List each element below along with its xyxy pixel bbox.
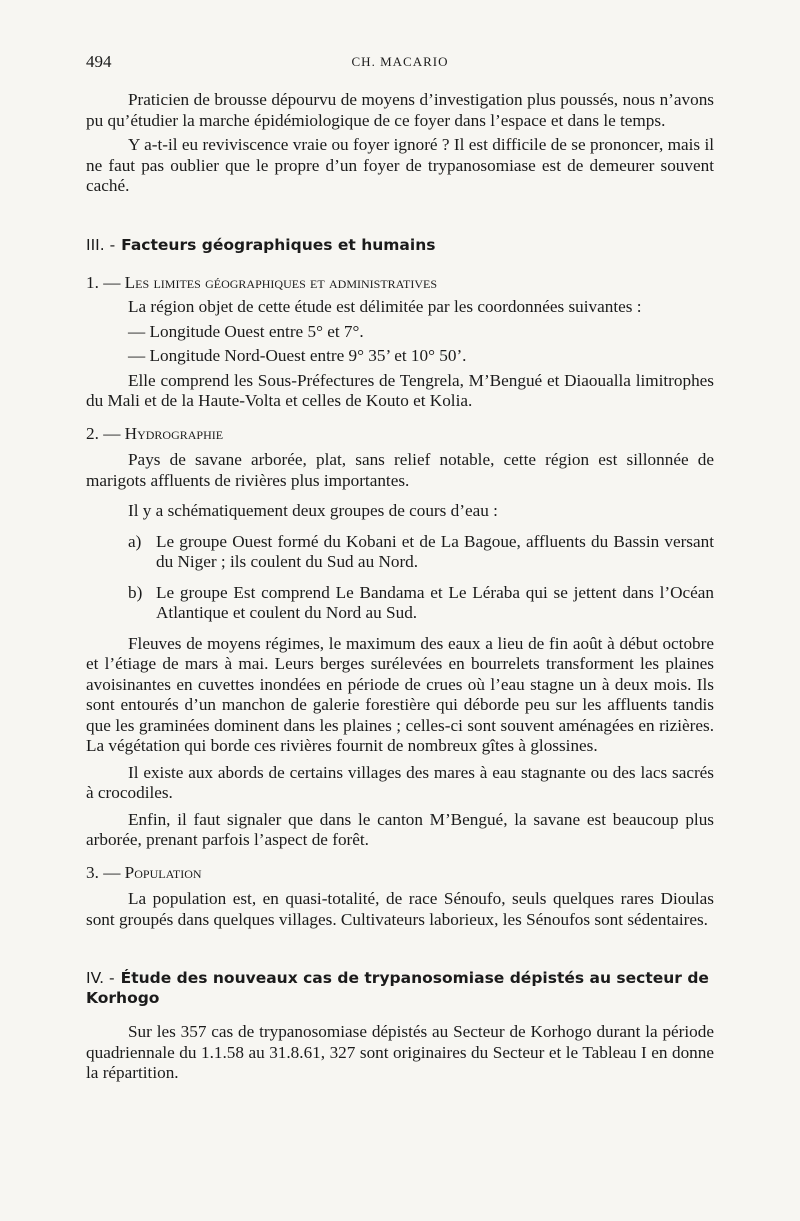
paragraph: Il y a schématiquement deux groupes de cours d’eau : <box>128 501 498 520</box>
page-number: 494 <box>86 52 112 71</box>
list-marker: a) <box>128 531 142 551</box>
paragraph: Il existe aux abords de certains villages des mares à eau stagnante ou des lacs sacrés à crocodiles. <box>86 762 714 802</box>
paragraph: Elle comprend les Sous-Préfectures de Tengrela, M’Bengué et Diaoualla limitrophes du Mali et de la Haute-Volta et celles de Kouto et Kolia. <box>86 370 714 410</box>
subsection-heading-1 <box>86 273 714 294</box>
paragraph: Fleuves de moyens régimes, le maximum des eaux a lieu de fin août à début octobre et l’étiage de mars à mai. Leurs berges surélevées en bourrelets transforment les plaines avoisinantes en cuvettes inondées en période de crues où l’eau stagne un à deux mois. Ils sont entourés d’un manchon de galerie forestière qui déborde peu sur les affluents tandis que les graminées dominent dans les plaines ; celles-ci sont souvent aménagées en rizières. La végétation qui borde ces rivières fournit de nombreux gîtes à glossines. <box>86 633 714 755</box>
subsection-number: 2. — <box>86 423 121 443</box>
paragraph: La population est, en quasi-totalité, de race Sénoufo, seuls quelques rares Dioulas sont groupés dans quelques villages. Cultivateurs laborieux, les Sénoufos sont sédentaires. <box>86 889 714 929</box>
subsection-heading-3 <box>86 863 714 884</box>
intro-paragraph-1: Praticien de brousse dépourvu de moyens d’investigation plus poussés, nous n’avons pu qu’étudier la marche épidémiologique de ce foyer dans l’espace et dans le temps. <box>86 90 714 130</box>
section-heading-iii <box>86 235 714 255</box>
page-header <box>86 52 714 76</box>
section-number: IV. - <box>86 969 115 987</box>
subsection-title: Les limites géographiques et administratives <box>124 272 438 292</box>
intro-paragraph-2: Y a-t-il eu reviviscence vraie ou foyer ignoré ? Il est difficile de se prononcer, mais il ne faut pas oublier que le propre d’un foyer de trypanosomiase est de demeurer souvent caché. <box>86 135 714 195</box>
section-number: III. - <box>86 235 116 254</box>
list-item-text: Le groupe Est comprend Le Bandama et Le Léraba qui se jettent dans l’Océan Atlantique et coulent du Nord au Sud. <box>156 582 714 622</box>
paragraph: Pays de savane arborée, plat, sans relief notable, cette région est sillonnée de marigots affluents de rivières plus importantes. <box>86 450 714 490</box>
section-heading-iv <box>86 968 714 1008</box>
paragraph: La région objet de cette étude est délimitée par les coordonnées suivantes : <box>128 297 642 316</box>
list-line: — Longitude Ouest entre 5° et 7°. <box>128 321 364 341</box>
list-item-text: Le groupe Ouest formé du Kobani et de La Bagoue, affluents du Bassin versant du Niger ; ils coulent du Sud au Nord. <box>156 531 714 571</box>
list-item-b <box>128 583 714 624</box>
section-title: Étude des nouveaux cas de trypanosomiase dépistés au secteur de Korhogo <box>86 969 709 1007</box>
subsection-number: 3. — <box>86 862 121 882</box>
subsection-heading-2 <box>86 424 714 445</box>
subsection-number: 1. — <box>86 272 121 292</box>
list-line: — Longitude Nord-Ouest entre 9° 35’ et 10° 50’. <box>128 346 467 365</box>
subsection-title: Population <box>124 862 202 882</box>
subsection-title: Hydrographie <box>124 423 224 443</box>
paragraph: Enfin, il faut signaler que dans le canton M’Bengué, la savane est beaucoup plus arborée, prenant parfois l’aspect de forêt. <box>86 809 714 849</box>
list-item-a <box>128 532 714 573</box>
section-title: Facteurs géographiques et humains <box>121 235 436 254</box>
closing-paragraph: Sur les 357 cas de trypanosomiase dépistés au Secteur de Korhogo durant la période quadriennale du 1.1.58 au 31.8.61, 327 sont originaires du Secteur et le Tableau I en donne la répartition. <box>86 1022 714 1082</box>
list-marker: b) <box>128 582 143 602</box>
running-title: CH. MACARIO <box>351 54 449 69</box>
page-body <box>86 90 714 1084</box>
